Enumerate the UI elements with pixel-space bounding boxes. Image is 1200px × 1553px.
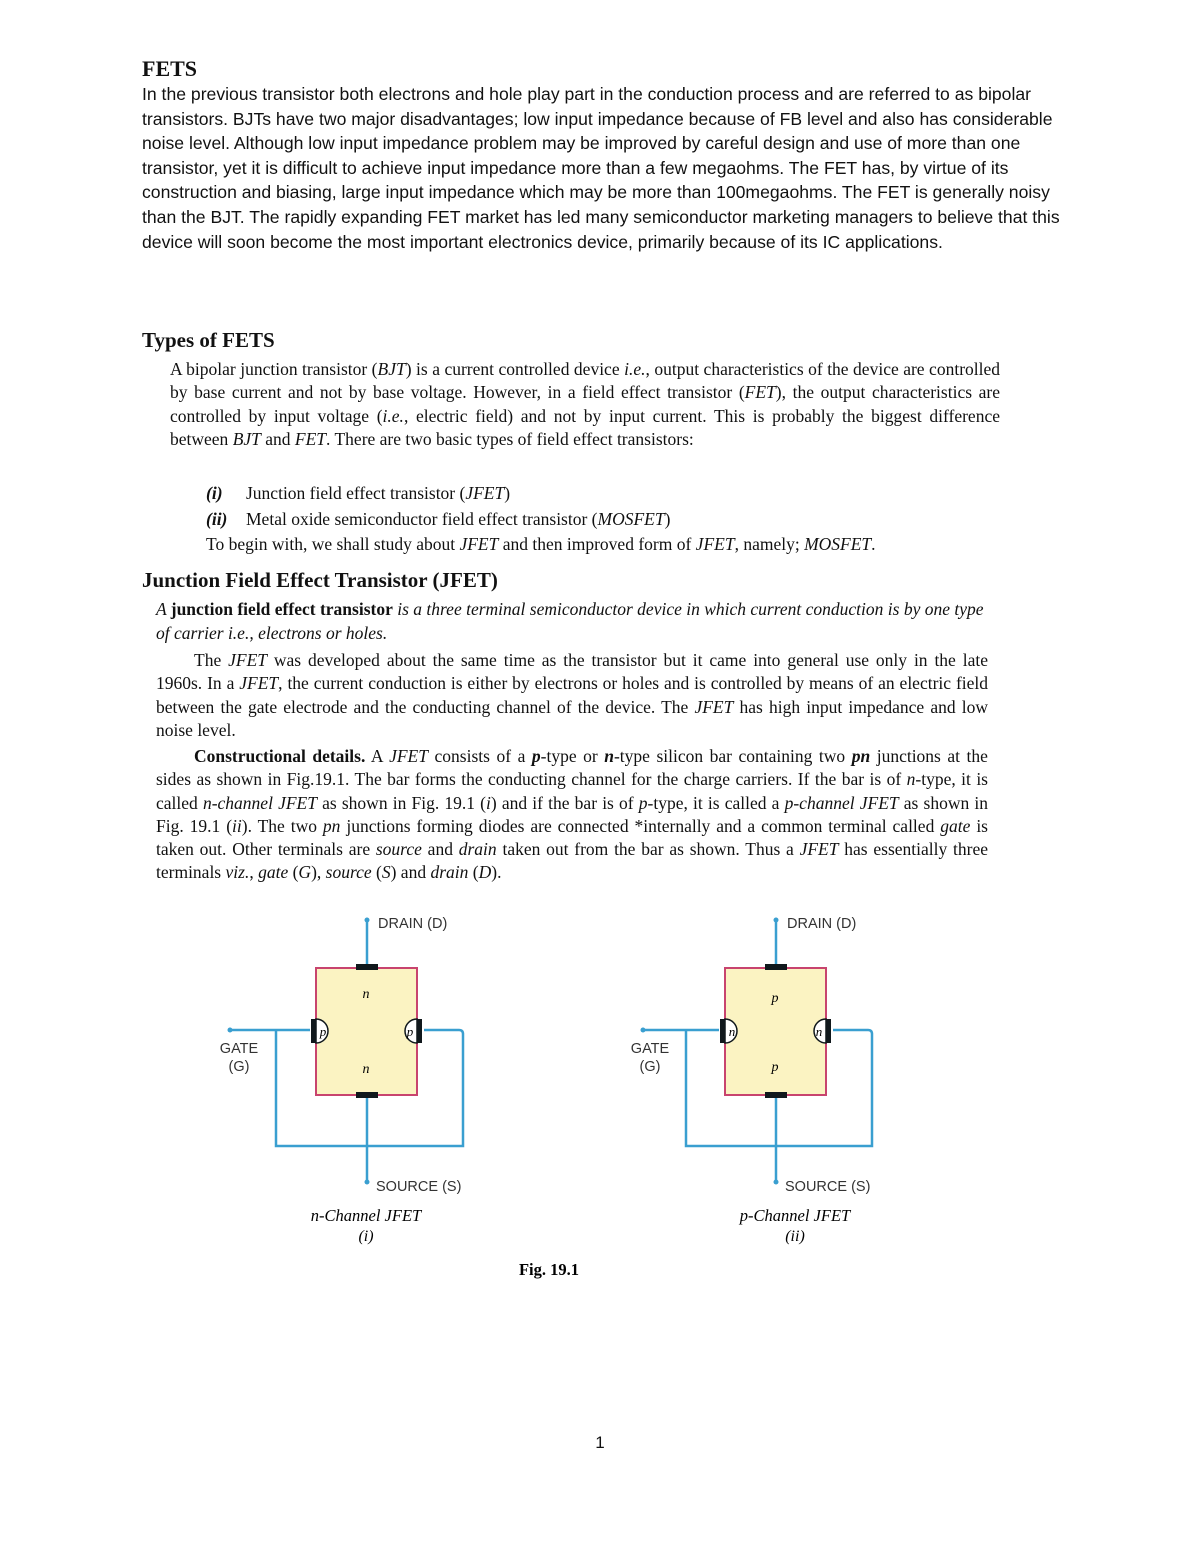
heading-fets: FETS xyxy=(142,56,198,81)
bar-top-label: n xyxy=(362,987,370,1002)
source-terminal-dot xyxy=(365,1180,370,1185)
source-label: SOURCE (S) xyxy=(785,1179,871,1195)
drain-terminal-dot xyxy=(365,918,370,923)
intro-paragraph: In the previous transistor both electrons and hole play part in the conduction process and are referred to as bipolar transistors. BJTs have two major disadvantages; low input impedance because of FB level and also has considerable noise level. Although low input impedance problem may be improved by careful design and use of more than one transistor, yet it is difficult to achieve input impedance more than a few megaohms. The FET has, by virtue of its construction and biasing, large input impedance which may be more than 100megaohms. The FET is generally noisy than the BJT. The rapidly expanding FET market has led many semiconductor marketing managers to believe that this device will soon become the most important electronics device, primarily because of its IC applications. xyxy=(142,84,1060,252)
right-junction-label: n xyxy=(815,1024,823,1039)
jfet-definition: A junction field effect transistor is a three terminal semiconductor device in which current conduction is by one type of carrier i.e., electrons or holes. xyxy=(156,599,984,643)
drain-contact xyxy=(765,964,787,970)
heading-types-of-fets: Types of FETS xyxy=(142,328,275,352)
list-item: (i) Junction field effect transistor (JFET) xyxy=(206,483,511,503)
left-junction-label: p xyxy=(319,1024,327,1039)
drain-label: DRAIN (D) xyxy=(787,916,857,932)
bar-bottom-label: n xyxy=(362,1062,370,1077)
n-channel-caption: n-Channel JFET xyxy=(310,1206,422,1225)
gate-abbr-label: (G) xyxy=(228,1059,250,1075)
bar-bottom-label: p xyxy=(771,1060,779,1075)
figure-label: Fig. 19.1 xyxy=(518,1260,580,1279)
gate-abbr-label: (G) xyxy=(639,1059,661,1075)
drain-terminal-dot xyxy=(774,918,779,923)
heading-jfet: Junction Field Effect Transistor (JFET) xyxy=(142,568,498,592)
constructional-details-paragraph: Constructional details. A JFET consists of a p-type or n-type silicon bar containing two pn junctions at the sides as shown in Fig.19.1. The bar forms the conducting channel for the charge carriers. If the bar is of n-type, it is called n-channel JFET as shown in Fig. 19.1 (i) and if the bar is of p-type, it is called a p-channel JFET as shown in Fig. 19.1 (ii). The two pn junctions forming diodes are connected *internally and a common terminal called gate is taken out. Other terminals are source and drain taken out from the bar as shown. Thus a JFET has essentially three terminals viz., gate (G), source (S) and drain (D). xyxy=(156,746,988,883)
p-channel-caption-number: (ii) xyxy=(785,1228,805,1245)
gate-label: GATE xyxy=(630,1041,670,1057)
n-channel-caption-number: (i) xyxy=(358,1228,374,1245)
list-item: (ii) Metal oxide semiconductor field effect transistor (MOSFET) xyxy=(206,509,671,529)
bar-top-label: p xyxy=(771,991,779,1006)
right-junction-label: p xyxy=(406,1024,414,1039)
gate-terminal-dot xyxy=(641,1028,646,1033)
source-contact xyxy=(356,1092,378,1098)
source-contact xyxy=(765,1092,787,1098)
n-channel-jfet-diagram xyxy=(220,916,463,1245)
types-paragraph: A bipolar junction transistor (BJT) is a current controlled device i.e., output characteristics of the device are controlled by base current and not by base voltage. However, in a field effect transistor (FET), the output characteristics are controlled by input voltage (i.e., electric field) and not by input current. This is probably the biggest difference between BJT and FET. There are two basic types of field effect transistors: xyxy=(170,359,1001,449)
p-channel-jfet-diagram xyxy=(631,916,872,1245)
source-label: SOURCE (S) xyxy=(376,1179,462,1195)
p-channel-caption: p-Channel JFET xyxy=(739,1206,851,1225)
channel-bar xyxy=(725,968,826,1095)
source-terminal-dot xyxy=(774,1180,779,1185)
gate-contact-right xyxy=(826,1019,831,1043)
gate-contact-right xyxy=(417,1019,422,1043)
drain-contact xyxy=(356,964,378,970)
gate-contact-left xyxy=(311,1019,316,1043)
jfet-history-paragraph: The JFET was developed about the same time as the transistor but it came into general use only in the late 1960s. In a JFET, the current conduction is either by electrons or holes and is controlled by means of an electric field between the gate electrode and the conducting channel of the device. The JFET has high input impedance and low noise level. xyxy=(156,650,989,740)
left-junction-label: n xyxy=(728,1024,736,1039)
page-number: 1 xyxy=(595,1433,605,1452)
types-closing-line: To begin with, we shall study about JFET and then improved form of JFET, namely; MOSFET. xyxy=(206,534,876,554)
gate-label: GATE xyxy=(219,1041,259,1057)
gate-contact-left xyxy=(720,1019,725,1043)
drain-label: DRAIN (D) xyxy=(378,916,448,932)
gate-terminal-dot xyxy=(228,1028,233,1033)
